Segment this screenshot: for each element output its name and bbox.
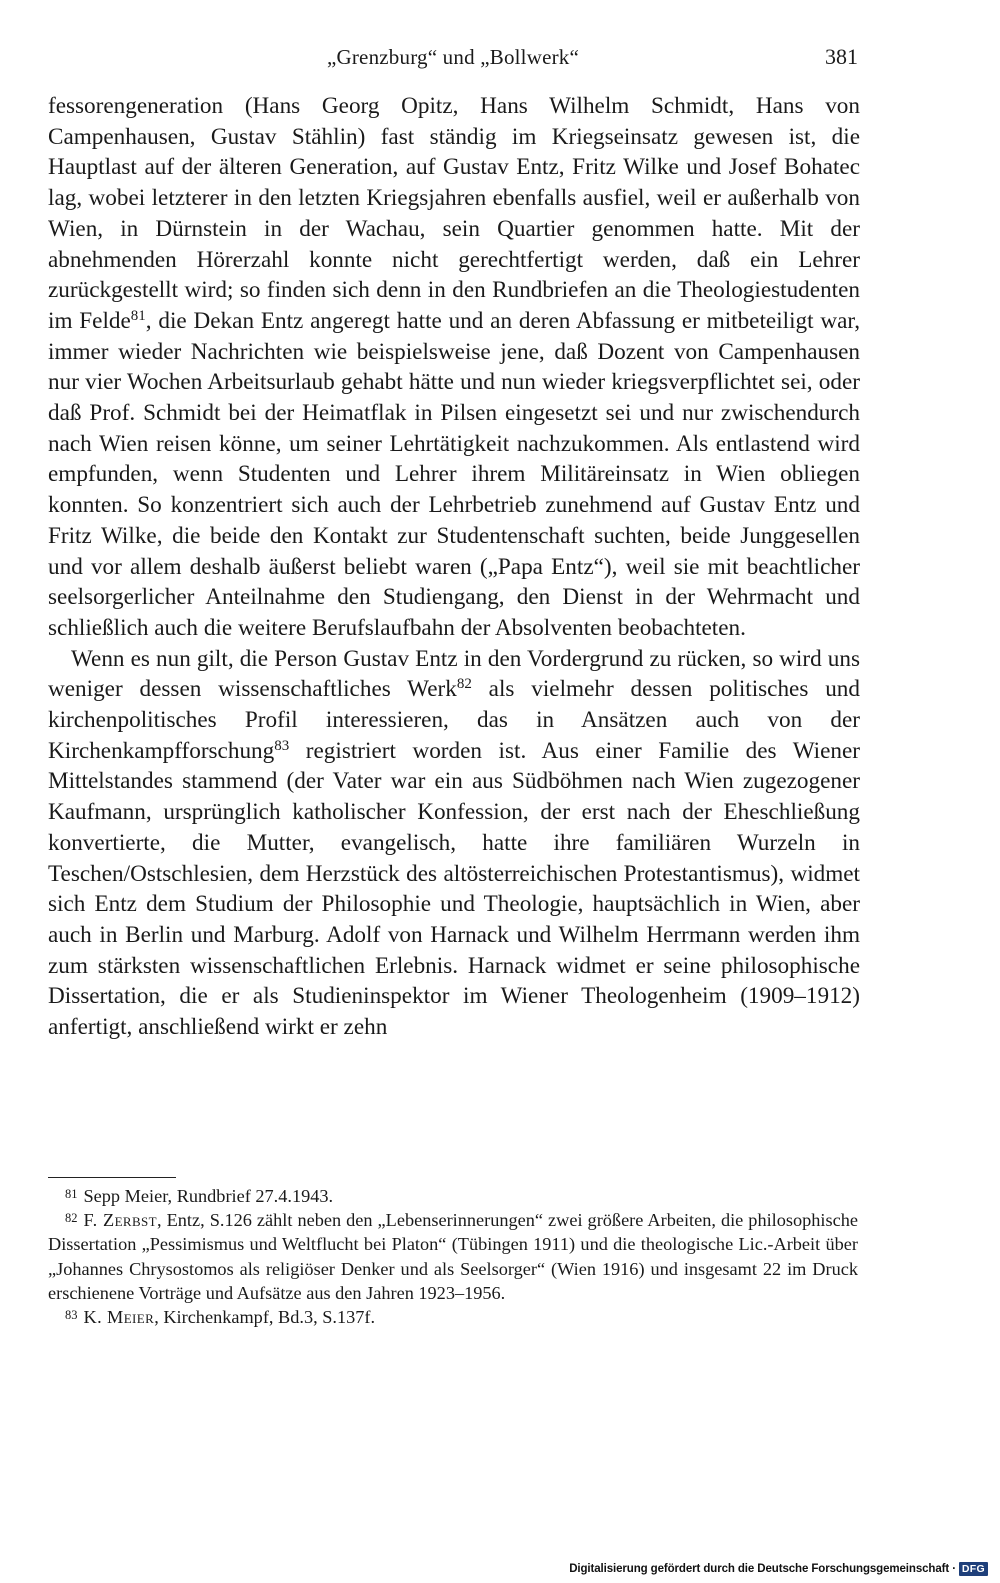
footnote-text: Sepp Meier, Rundbrief 27.4.1943. [83, 1186, 334, 1206]
paragraph-1-text-b: , die Dekan Entz angeregt hatte und an deren Abfassung er mitbeteiligt war, immer wieder Nachrichten wie beispielsweise jene, daß Dozent von Campenhausen nur vier Wochen Arbeitsurlaub gehabt hätte und nun wieder kriegsverpflichtet sei, oder daß Prof. Schmidt bei der Heimatflak in Pilsen eingesetzt sei und nur zwischendurch nach Wien reisen könne, um seiner Lehrtätigkeit nachzukommen. Als entlastend wird empfunden, wenn Studenten und Lehrer ihrem Militäreinsatz in Wien obliegen konnten. So konzentriert sich auch der Lehrbetrieb zunehmend auf Gustav Entz und Fritz Wilke, die beide den Kontakt zur Studentenschaft suchten, beide Junggesellen und vor allem deshalb äußerst beliebt waren („Papa Entz“), weil sie mit beachtlicher seelsorgerlicher Anteilnahme den Studiengang, den Dienst in der Wehrmacht und schließlich auch die weitere Berufslaufbahn der Absolventen beobachteten. [48, 307, 860, 641]
dfg-logo: DFG [959, 1562, 988, 1576]
footnote-author: K. Meier [83, 1307, 155, 1328]
footnote-ref-83: 83 [274, 737, 290, 754]
footnote-text: , Kirchenkampf, Bd.3, S.137f. [154, 1307, 376, 1328]
footnote-ref-82: 82 [456, 676, 472, 693]
main-text [48, 91, 860, 1043]
footnote-author: F. Zerbst [83, 1210, 158, 1231]
paragraph-2-text-a: Wenn es nun gilt, die Person Gustav Entz in den Vordergrund zu rücken, so wird uns weniger dessen wissenschaftliches Werk [48, 645, 860, 703]
paragraph-1 [48, 91, 860, 644]
paragraph-2-text-c: registriert worden ist. Aus einer Familie des Wiener Mittelstandes stammend (der Vater war ein aus Südböhmen nach Wien zugezogener Kaufmann, ursprünglich katholischer Konfession, der erst nach der Eheschließung konvertierte, die Mutter, evangelisch, hatte ihre familiären Wurzeln in Teschen/Ostschlesien, dem Herzstück des altösterreichischen Protestantismus), widmet sich Entz dem Studium der Philosophie und Theologie, hauptsächlich in Wien, aber auch in Berlin und Marburg. Adolf von Harnack und Wilhelm Herrmann werden ihm zum stärksten wissenschaftlichen Erlebnis. Harnack widmet er seine philosophische Dissertation, die er als Studieninspektor im Wiener Theologenheim (1909–1912) anfertigt, anschließend wirkt er zehn [48, 737, 860, 1041]
footnote-ref-81: 81 [130, 307, 146, 324]
paragraph-2 [48, 644, 860, 1043]
running-head [48, 42, 858, 72]
footnote-83 [48, 1305, 858, 1329]
footnote-separator [48, 1177, 176, 1178]
footnote-number: 81 [65, 1187, 78, 1201]
footnote-82 [48, 1208, 858, 1305]
credit-text: Digitalisierung gefördert durch die Deutsche Forschungsgemeinschaft · [569, 1563, 956, 1575]
running-title: „Grenzburg“ und „Bollwerk“ [326, 45, 580, 69]
footnotes [48, 1184, 858, 1329]
footnote-number: 83 [65, 1308, 78, 1323]
page-number: 381 [825, 44, 858, 69]
footnote-text: , Entz, S.126 zählt neben den „Lebenserinnerungen“ zwei größere Arbeiten, die philosophische Dissertation „Pessimismus und Weltflucht bei Platon“ (Tübingen 1911) und die theologische Lic.-Arbeit über „Johannes Chrysostomos als religiöser Denker und als Seelsorger“ (Wien 1916) und insgesamt 22 im Druck erschienene Vorträge und Aufsätze aus den Jahren 1923–1956. [48, 1210, 858, 1303]
footnote-number: 82 [65, 1211, 78, 1226]
paragraph-1-text-a: fessorengeneration (Hans Georg Opitz, Hans Wilhelm Schmidt, Hans von Campenhausen, Gustav Stählin) fast ständig im Kriegseinsatz gewesen ist, die Hauptlast auf der älteren Generation, auf Gustav Entz, Fritz Wilke und Josef Bohatec lag, wobei letzterer in den letzten Kriegsjahren ebenfalls ausfiel, weil er außerhalb von Wien, in Dürnstein in der Wachau, sein Quartier genommen hatte. Mit der abnehmenden Hörerzahl konnte nicht gerechtfertigt werden, daß ein Lehrer zurückgestellt wird; so finden sich denn in den Rundbriefen an die Theologiestudenten im Felde [48, 93, 860, 334]
paragraph-2-text-b: als vielmehr dessen politisches und kirchenpolitisches Profil interessieren, das in Ansätzen auch von der Kirchenkampfforschung [48, 676, 860, 764]
footnote-81 [48, 1184, 858, 1208]
digitization-credit [569, 1559, 988, 1579]
